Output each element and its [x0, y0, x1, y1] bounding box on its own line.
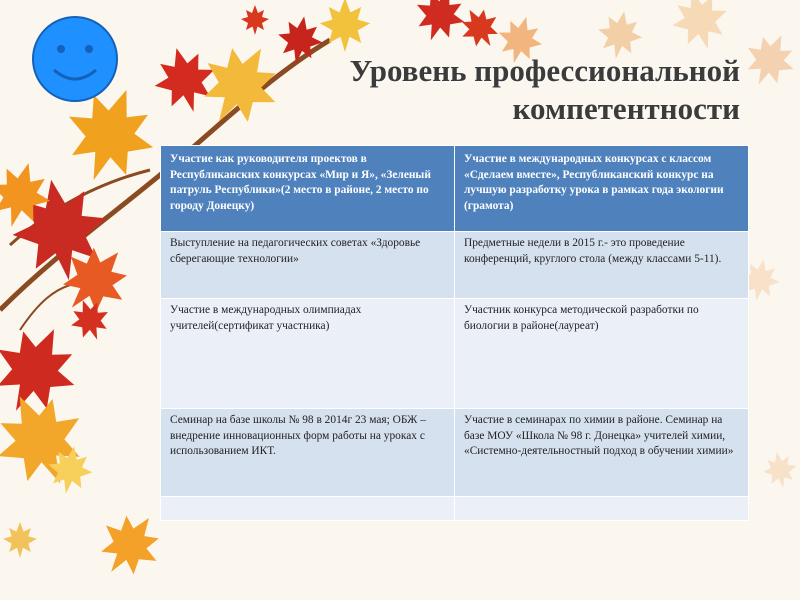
title-line-1: Уровень профессиональной [349, 53, 740, 88]
slide-title [240, 52, 740, 128]
table-row [161, 299, 749, 409]
table-cell: Участие как руководителя проектов в Республиканских конкурсах «Мир и Я», «Зеленый патруль Республики»(2 место в районе, 2 место по городу Донецку) [161, 146, 455, 232]
table-cell: Участие в семинарах по химии в районе. Семинар на базе МОУ «Школа № 98 г. Донецка» учителей химии, «Системно-деятельностный подход в обучении химии» [455, 409, 749, 497]
table-cell [161, 497, 455, 521]
table-cell: Участие в международных олимпиадах учителей(сертификат участника) [161, 299, 455, 409]
table-cell: Участник конкурса методической разработки по биологии в районе(лауреат) [455, 299, 749, 409]
table-row [161, 232, 749, 299]
competence-table [160, 145, 749, 521]
table-cell: Предметные недели в 2015 г.- это проведение конференций, круглого стола (между классами 5-11). [455, 232, 749, 299]
title-line-2: компетентности [512, 91, 740, 126]
table-cell [455, 497, 749, 521]
smiley-icon [30, 14, 120, 104]
table-header-row [161, 146, 749, 232]
table-cell: Участие в международных конкурсах с классом «Сделаем вместе», Республиканский конкурс на лучшую разработку урока в рамках года экологии (грамота) [455, 146, 749, 232]
table-cell: Семинар на базе школы № 98 в 2014г 23 мая; ОБЖ – внедрение инновационных форм работы на уроках с использованием ИКТ. [161, 409, 455, 497]
table-cell: Выступление на педагогических советах «Здоровье сберегающие технологии» [161, 232, 455, 299]
table-row [161, 497, 749, 521]
table-row [161, 409, 749, 497]
